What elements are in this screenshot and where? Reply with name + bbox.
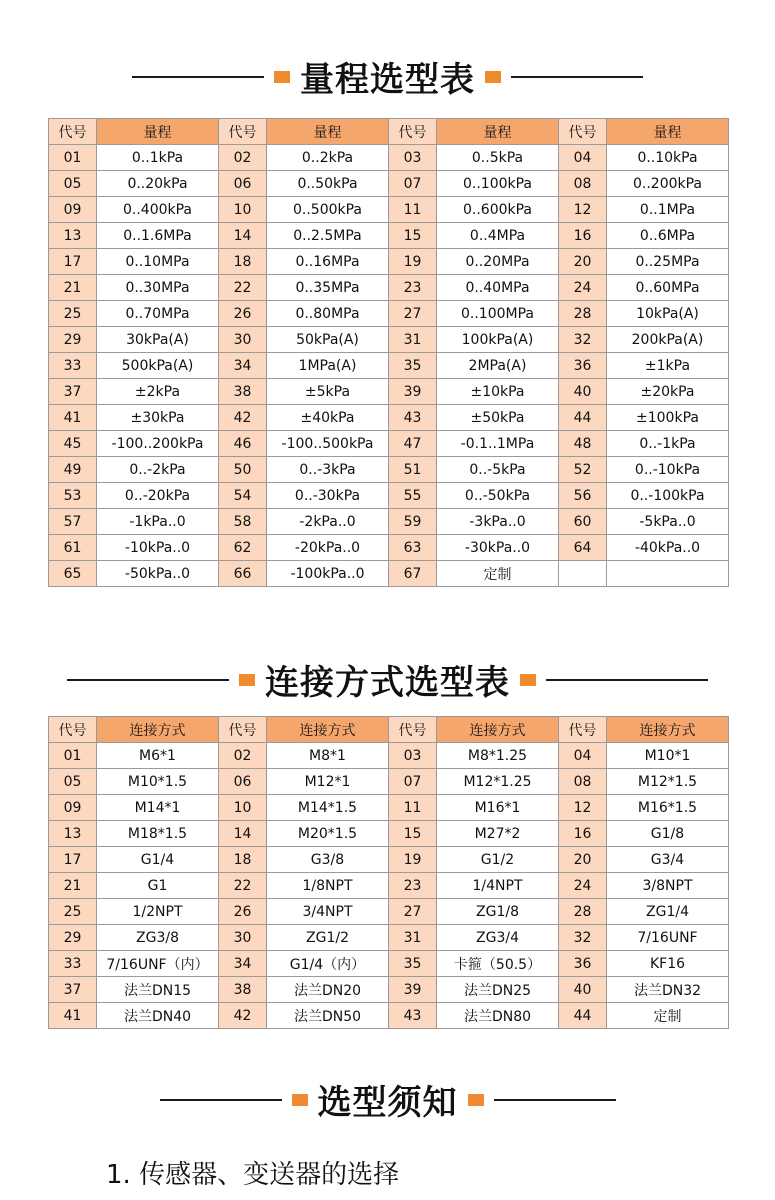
table-row <box>49 197 729 223</box>
value-cell: 0..60MPa <box>607 275 729 301</box>
value-cell: 0..1MPa <box>607 197 729 223</box>
value-cell: 0..100kPa <box>437 171 559 197</box>
code-cell: 14 <box>219 223 267 249</box>
value-cell: 100kPa(A) <box>437 327 559 353</box>
code-cell: 27 <box>389 301 437 327</box>
code-cell: 44 <box>559 1003 607 1029</box>
table-row <box>49 847 729 873</box>
value-cell: 0..6MPa <box>607 223 729 249</box>
code-cell: 67 <box>389 561 437 587</box>
code-cell: 17 <box>49 847 97 873</box>
code-cell: 36 <box>559 951 607 977</box>
value-cell: -20kPa..0 <box>267 535 389 561</box>
value-cell: 0..-2kPa <box>97 457 219 483</box>
value-cell: ±50kPa <box>437 405 559 431</box>
code-column-header: 代号 <box>49 717 97 743</box>
table-row <box>49 743 729 769</box>
code-cell: 07 <box>389 171 437 197</box>
code-cell: 32 <box>559 925 607 951</box>
code-cell: 55 <box>389 483 437 509</box>
code-cell: 01 <box>49 145 97 171</box>
value-cell: 0..-1kPa <box>607 431 729 457</box>
table-row <box>49 145 729 171</box>
value-cell: ±2kPa <box>97 379 219 405</box>
code-cell: 46 <box>219 431 267 457</box>
code-cell: 22 <box>219 873 267 899</box>
connection-header-row <box>49 717 729 743</box>
code-cell: 29 <box>49 925 97 951</box>
code-cell: 38 <box>219 379 267 405</box>
value-cell: G1 <box>97 873 219 899</box>
value-cell: 0..10MPa <box>97 249 219 275</box>
code-cell: 22 <box>219 275 267 301</box>
code-cell: 02 <box>219 743 267 769</box>
code-cell: 48 <box>559 431 607 457</box>
code-cell: 08 <box>559 769 607 795</box>
code-cell: 16 <box>559 223 607 249</box>
title-rule-right <box>511 76 643 78</box>
code-cell: 39 <box>389 379 437 405</box>
code-cell: 28 <box>559 899 607 925</box>
value-cell: -100..500kPa <box>267 431 389 457</box>
code-cell: 31 <box>389 925 437 951</box>
value-cell: G1/4 <box>97 847 219 873</box>
table-row <box>49 899 729 925</box>
code-cell: 37 <box>49 977 97 1003</box>
value-cell: 0..10kPa <box>607 145 729 171</box>
code-cell: 57 <box>49 509 97 535</box>
code-cell: 38 <box>219 977 267 1003</box>
code-cell: 11 <box>389 795 437 821</box>
value-cell: 0..40MPa <box>437 275 559 301</box>
table-row <box>49 249 729 275</box>
value-cell: G3/8 <box>267 847 389 873</box>
value-cell: M12*1.5 <box>607 769 729 795</box>
code-cell: 53 <box>49 483 97 509</box>
value-column-header: 连接方式 <box>267 717 389 743</box>
code-cell: 19 <box>389 847 437 873</box>
table-row <box>49 327 729 353</box>
code-cell: 49 <box>49 457 97 483</box>
code-cell: 10 <box>219 795 267 821</box>
value-cell: 1/4NPT <box>437 873 559 899</box>
value-cell: M12*1 <box>267 769 389 795</box>
value-cell: -3kPa..0 <box>437 509 559 535</box>
value-cell: -2kPa..0 <box>267 509 389 535</box>
code-column-header: 代号 <box>49 119 97 145</box>
table-row <box>49 977 729 1003</box>
code-cell: 12 <box>559 197 607 223</box>
code-cell: 05 <box>49 171 97 197</box>
connection-table-title: 连接方式选型表 <box>265 663 510 703</box>
table-row <box>49 951 729 977</box>
code-cell: 41 <box>49 405 97 431</box>
code-cell: 15 <box>389 821 437 847</box>
code-cell: 62 <box>219 535 267 561</box>
table-row <box>49 795 729 821</box>
code-cell: 52 <box>559 457 607 483</box>
value-cell: 0..30MPa <box>97 275 219 301</box>
value-cell: M10*1.5 <box>97 769 219 795</box>
code-cell: 17 <box>49 249 97 275</box>
value-cell: 0..400kPa <box>97 197 219 223</box>
value-cell: 0..70MPa <box>97 301 219 327</box>
value-cell: 7/16UNF（内） <box>97 951 219 977</box>
code-column-header: 代号 <box>389 717 437 743</box>
value-cell: 0..16MPa <box>267 249 389 275</box>
value-cell: 0..-3kPa <box>267 457 389 483</box>
table-row <box>49 431 729 457</box>
value-cell: 0..20MPa <box>437 249 559 275</box>
value-cell: 0..25MPa <box>607 249 729 275</box>
value-cell: M20*1.5 <box>267 821 389 847</box>
code-cell: 18 <box>219 847 267 873</box>
code-cell: 33 <box>49 951 97 977</box>
value-cell: -10kPa..0 <box>97 535 219 561</box>
value-cell: 10kPa(A) <box>607 301 729 327</box>
code-cell: 14 <box>219 821 267 847</box>
code-cell: 28 <box>559 301 607 327</box>
title-accent-left <box>292 1094 308 1106</box>
value-cell: G1/2 <box>437 847 559 873</box>
connection-section-header <box>0 655 775 704</box>
table-row <box>49 1003 729 1029</box>
title-rule-left <box>132 76 264 78</box>
value-cell: M16*1.5 <box>607 795 729 821</box>
value-cell: ±30kPa <box>97 405 219 431</box>
code-cell: 34 <box>219 951 267 977</box>
value-cell: 0..1.6MPa <box>97 223 219 249</box>
value-column-header: 量程 <box>607 119 729 145</box>
code-cell: 29 <box>49 327 97 353</box>
value-cell: M14*1.5 <box>267 795 389 821</box>
code-cell: 12 <box>559 795 607 821</box>
value-cell: 0..200kPa <box>607 171 729 197</box>
table-row <box>49 405 729 431</box>
table-row <box>49 483 729 509</box>
code-cell: 36 <box>559 353 607 379</box>
title-rule-right <box>546 679 708 681</box>
table-row <box>49 301 729 327</box>
code-cell: 08 <box>559 171 607 197</box>
code-cell: 27 <box>389 899 437 925</box>
code-cell: 50 <box>219 457 267 483</box>
value-cell: -30kPa..0 <box>437 535 559 561</box>
code-cell: 31 <box>389 327 437 353</box>
value-cell: 3/8NPT <box>607 873 729 899</box>
value-cell: ZG3/4 <box>437 925 559 951</box>
table-row <box>49 457 729 483</box>
value-cell: 0..-10kPa <box>607 457 729 483</box>
range-section-header <box>0 52 775 101</box>
value-cell: -0.1..1MPa <box>437 431 559 457</box>
code-cell: 20 <box>559 847 607 873</box>
notes-section-header <box>0 1075 775 1124</box>
connection-table <box>48 716 729 1029</box>
code-cell: 45 <box>49 431 97 457</box>
code-column-header: 代号 <box>559 717 607 743</box>
code-cell: 25 <box>49 899 97 925</box>
table-row <box>49 379 729 405</box>
value-cell: 0..-100kPa <box>607 483 729 509</box>
value-cell: 0..50kPa <box>267 171 389 197</box>
value-cell: M8*1 <box>267 743 389 769</box>
value-cell: 1MPa(A) <box>267 353 389 379</box>
value-cell: M27*2 <box>437 821 559 847</box>
value-cell: -100kPa..0 <box>267 561 389 587</box>
value-cell: ±10kPa <box>437 379 559 405</box>
value-cell: M16*1 <box>437 795 559 821</box>
code-cell: 19 <box>389 249 437 275</box>
code-cell <box>559 561 607 587</box>
code-cell: 40 <box>559 379 607 405</box>
title-accent-right <box>520 674 536 686</box>
value-column-header: 连接方式 <box>437 717 559 743</box>
table-row <box>49 509 729 535</box>
code-cell: 26 <box>219 301 267 327</box>
value-cell: ZG1/4 <box>607 899 729 925</box>
value-cell: 3/4NPT <box>267 899 389 925</box>
code-cell: 33 <box>49 353 97 379</box>
code-cell: 32 <box>559 327 607 353</box>
notes-title: 选型须知 <box>317 1083 458 1123</box>
code-cell: 01 <box>49 743 97 769</box>
value-cell: ±5kPa <box>267 379 389 405</box>
code-cell: 13 <box>49 223 97 249</box>
code-cell: 59 <box>389 509 437 535</box>
value-cell: 1/2NPT <box>97 899 219 925</box>
value-cell: G1/4（内） <box>267 951 389 977</box>
value-cell: 2MPa(A) <box>437 353 559 379</box>
value-cell: -1kPa..0 <box>97 509 219 535</box>
value-column-header: 连接方式 <box>607 717 729 743</box>
value-cell: ±100kPa <box>607 405 729 431</box>
code-cell: 42 <box>219 405 267 431</box>
value-cell: ±40kPa <box>267 405 389 431</box>
value-column-header: 量程 <box>267 119 389 145</box>
code-cell: 02 <box>219 145 267 171</box>
value-cell: 卡箍（50.5） <box>437 951 559 977</box>
table-row <box>49 171 729 197</box>
code-cell: 24 <box>559 873 607 899</box>
value-cell: M14*1 <box>97 795 219 821</box>
value-cell: -5kPa..0 <box>607 509 729 535</box>
code-column-header: 代号 <box>219 717 267 743</box>
value-cell: 0..1kPa <box>97 145 219 171</box>
value-cell: 200kPa(A) <box>607 327 729 353</box>
code-cell: 09 <box>49 795 97 821</box>
code-cell: 43 <box>389 1003 437 1029</box>
title-accent-left <box>274 71 290 83</box>
table-row <box>49 275 729 301</box>
code-cell: 47 <box>389 431 437 457</box>
table-row <box>49 561 729 587</box>
code-cell: 11 <box>389 197 437 223</box>
code-cell: 39 <box>389 977 437 1003</box>
value-cell: G3/4 <box>607 847 729 873</box>
title-accent-left <box>239 674 255 686</box>
value-cell: M8*1.25 <box>437 743 559 769</box>
code-cell: 05 <box>49 769 97 795</box>
value-cell: 0..2kPa <box>267 145 389 171</box>
code-cell: 06 <box>219 769 267 795</box>
code-cell: 35 <box>389 951 437 977</box>
value-cell: 0..-50kPa <box>437 483 559 509</box>
code-cell: 43 <box>389 405 437 431</box>
value-cell: M10*1 <box>607 743 729 769</box>
value-column-header: 量程 <box>437 119 559 145</box>
value-cell: 50kPa(A) <box>267 327 389 353</box>
value-cell: G1/8 <box>607 821 729 847</box>
value-cell: 0..20kPa <box>97 171 219 197</box>
value-cell: -50kPa..0 <box>97 561 219 587</box>
code-column-header: 代号 <box>219 119 267 145</box>
title-rule-left <box>160 1099 282 1101</box>
code-cell: 03 <box>389 743 437 769</box>
value-cell: 法兰DN25 <box>437 977 559 1003</box>
code-cell: 35 <box>389 353 437 379</box>
range-table-title: 量程选型表 <box>300 60 475 100</box>
table-row <box>49 535 729 561</box>
value-cell: ±1kPa <box>607 353 729 379</box>
code-cell: 61 <box>49 535 97 561</box>
code-cell: 63 <box>389 535 437 561</box>
value-cell: 法兰DN15 <box>97 977 219 1003</box>
code-cell: 25 <box>49 301 97 327</box>
value-cell: ZG1/8 <box>437 899 559 925</box>
code-cell: 40 <box>559 977 607 1003</box>
value-cell: 定制 <box>437 561 559 587</box>
value-cell: ZG3/8 <box>97 925 219 951</box>
code-cell: 03 <box>389 145 437 171</box>
table-row <box>49 353 729 379</box>
value-cell: 0..-30kPa <box>267 483 389 509</box>
table-row <box>49 821 729 847</box>
code-cell: 20 <box>559 249 607 275</box>
title-rule-right <box>494 1099 616 1101</box>
title-accent-right <box>485 71 501 83</box>
code-cell: 23 <box>389 275 437 301</box>
code-cell: 41 <box>49 1003 97 1029</box>
value-column-header: 量程 <box>97 119 219 145</box>
value-cell: 7/16UNF <box>607 925 729 951</box>
value-cell: ZG1/2 <box>267 925 389 951</box>
value-cell: ±20kPa <box>607 379 729 405</box>
code-column-header: 代号 <box>389 119 437 145</box>
value-cell: 法兰DN32 <box>607 977 729 1003</box>
code-cell: 15 <box>389 223 437 249</box>
notes-list <box>106 1155 399 1195</box>
code-cell: 07 <box>389 769 437 795</box>
title-accent-right <box>468 1094 484 1106</box>
code-cell: 06 <box>219 171 267 197</box>
code-cell: 44 <box>559 405 607 431</box>
code-cell: 10 <box>219 197 267 223</box>
value-cell: 0..2.5MPa <box>267 223 389 249</box>
value-cell: 500kPa(A) <box>97 353 219 379</box>
code-cell: 13 <box>49 821 97 847</box>
value-cell: 法兰DN40 <box>97 1003 219 1029</box>
code-cell: 09 <box>49 197 97 223</box>
code-cell: 16 <box>559 821 607 847</box>
value-cell: 法兰DN50 <box>267 1003 389 1029</box>
code-cell: 26 <box>219 899 267 925</box>
code-cell: 30 <box>219 327 267 353</box>
title-rule-left <box>67 679 229 681</box>
code-cell: 58 <box>219 509 267 535</box>
code-cell: 54 <box>219 483 267 509</box>
value-cell: 定制 <box>607 1003 729 1029</box>
value-cell: 0..4MPa <box>437 223 559 249</box>
value-column-header: 连接方式 <box>97 717 219 743</box>
value-cell: 0..500kPa <box>267 197 389 223</box>
code-cell: 65 <box>49 561 97 587</box>
code-cell: 24 <box>559 275 607 301</box>
notes-item-1: 1. 传感器、变送器的选择 <box>106 1160 400 1190</box>
value-cell: M18*1.5 <box>97 821 219 847</box>
code-cell: 66 <box>219 561 267 587</box>
value-cell: M12*1.25 <box>437 769 559 795</box>
code-cell: 60 <box>559 509 607 535</box>
value-cell: 0..5kPa <box>437 145 559 171</box>
value-cell <box>607 561 729 587</box>
value-cell: 1/8NPT <box>267 873 389 899</box>
code-cell: 51 <box>389 457 437 483</box>
code-cell: 56 <box>559 483 607 509</box>
range-table <box>48 118 729 587</box>
range-header-row <box>49 119 729 145</box>
value-cell: 0..-5kPa <box>437 457 559 483</box>
value-cell: 30kPa(A) <box>97 327 219 353</box>
value-cell: 法兰DN20 <box>267 977 389 1003</box>
code-cell: 21 <box>49 275 97 301</box>
value-cell: 0..35MPa <box>267 275 389 301</box>
code-cell: 42 <box>219 1003 267 1029</box>
value-cell: 法兰DN80 <box>437 1003 559 1029</box>
value-cell: 0..80MPa <box>267 301 389 327</box>
code-cell: 18 <box>219 249 267 275</box>
value-cell: 0..100MPa <box>437 301 559 327</box>
value-cell: KF16 <box>607 951 729 977</box>
value-cell: 0..-20kPa <box>97 483 219 509</box>
value-cell: 0..600kPa <box>437 197 559 223</box>
table-row <box>49 769 729 795</box>
code-column-header: 代号 <box>559 119 607 145</box>
code-cell: 04 <box>559 145 607 171</box>
code-cell: 34 <box>219 353 267 379</box>
table-row <box>49 873 729 899</box>
value-cell: -40kPa..0 <box>607 535 729 561</box>
table-row <box>49 223 729 249</box>
code-cell: 21 <box>49 873 97 899</box>
code-cell: 04 <box>559 743 607 769</box>
code-cell: 30 <box>219 925 267 951</box>
code-cell: 23 <box>389 873 437 899</box>
value-cell: -100..200kPa <box>97 431 219 457</box>
value-cell: M6*1 <box>97 743 219 769</box>
code-cell: 64 <box>559 535 607 561</box>
code-cell: 37 <box>49 379 97 405</box>
table-row <box>49 925 729 951</box>
